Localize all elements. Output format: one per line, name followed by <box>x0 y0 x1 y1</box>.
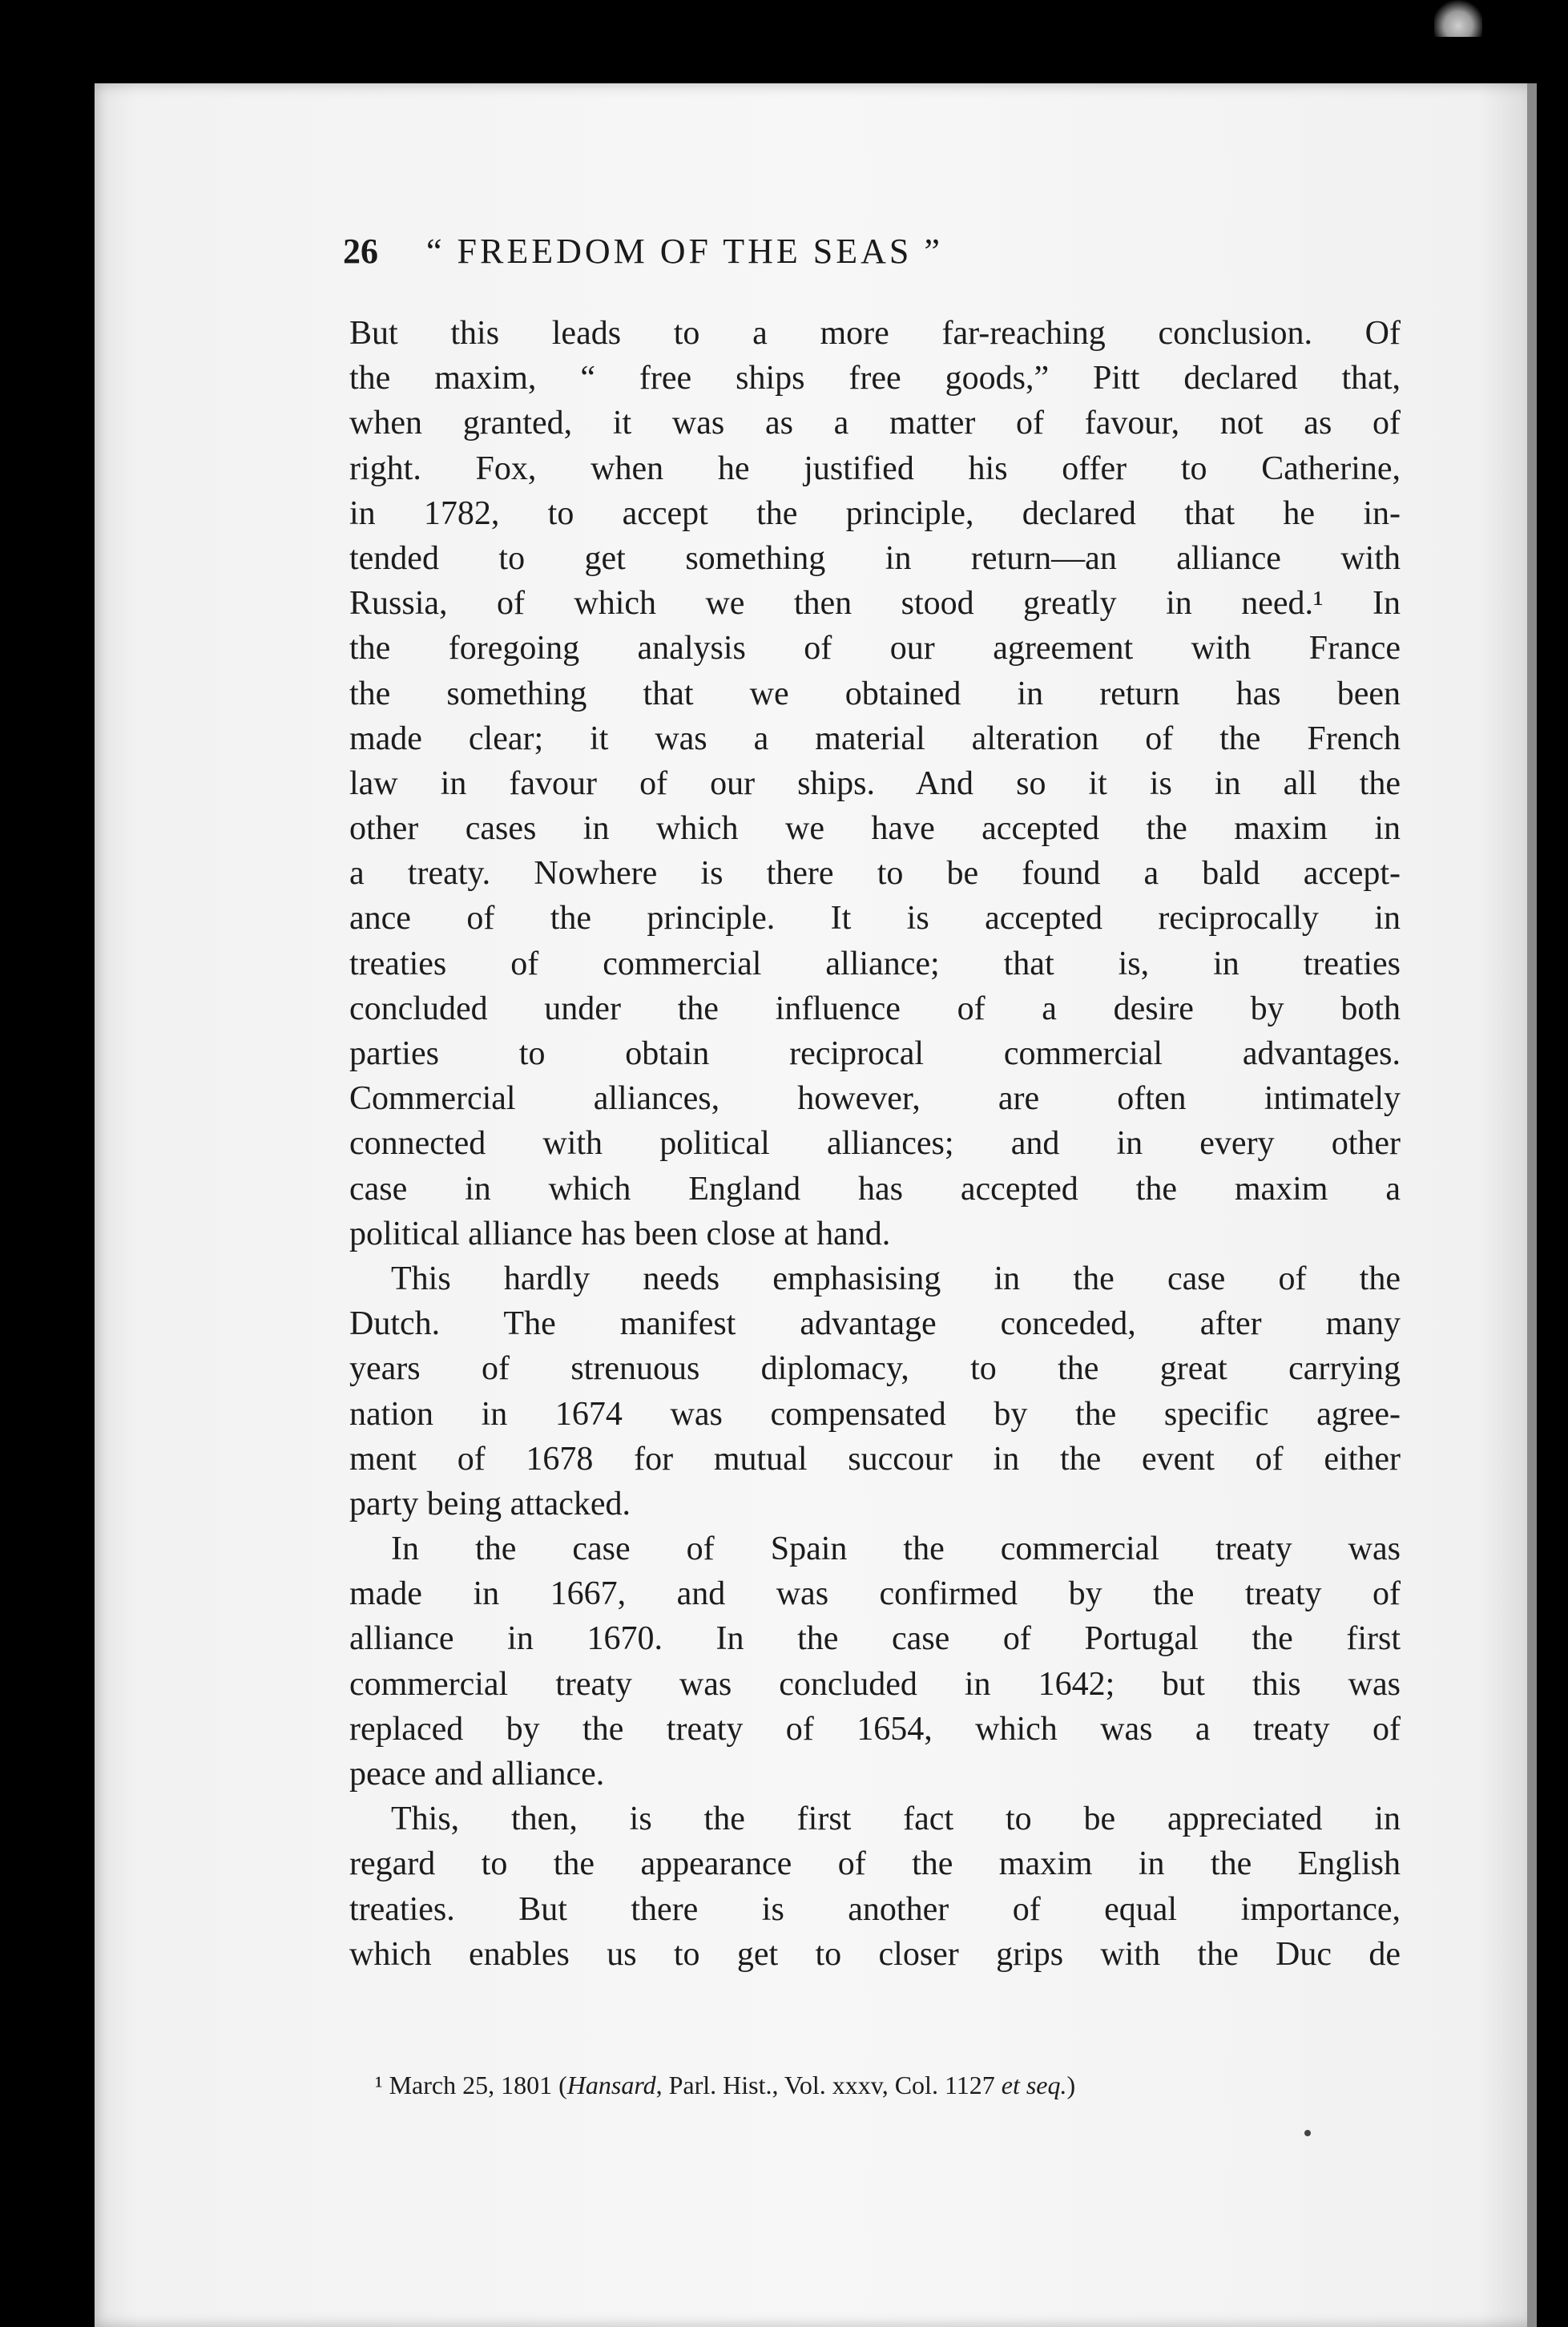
text-line: treaties of commercial alliance; that is, in treaties <box>349 945 1401 982</box>
text-line: law in favour of our ships. And so it is in all the <box>349 764 1401 802</box>
text-line: party being attacked. <box>349 1485 631 1522</box>
text-line: the foregoing analysis of our agreement with France <box>349 630 1401 667</box>
text-line: in 1782, to accept the principle, declared that he in- <box>349 494 1401 532</box>
text-line: nation in 1674 was compensated by the specific agree- <box>349 1395 1401 1433</box>
text-line: the maxim, “ free ships free goods,” Pitt declared that, <box>349 360 1401 397</box>
body-text <box>349 311 1401 1977</box>
text-line: treaties. But there is another of equal importance, <box>349 1890 1401 1928</box>
text-line: Dutch. The manifest advantage conceded, after many <box>349 1305 1401 1343</box>
running-title: “ FREEDOM OF THE SEAS ” <box>426 232 943 271</box>
footnote-italic-et-seq: et seq. <box>1001 2071 1067 2099</box>
text-line: the something that we obtained in return has been <box>349 675 1401 712</box>
scan-corner-mark <box>1434 0 1482 37</box>
page-number: 26 <box>343 232 378 271</box>
text-line: which enables us to get to closer grips with the Duc de <box>349 1935 1401 1973</box>
page-header <box>343 231 1417 279</box>
text-line: tended to get something in return—an alliance with <box>349 539 1401 577</box>
footnote-text-middle: , Parl. Hist., Vol. xxxv, Col. 1127 <box>655 2071 1002 2099</box>
text-line: In the case of Spain the commercial treaty was <box>391 1530 1401 1568</box>
text-line: regard to the appearance of the maxim in the English <box>349 1845 1401 1883</box>
footnote-italic-source: Hansard <box>566 2071 656 2099</box>
text-line: ment of 1678 for mutual succour in the event of either <box>349 1440 1401 1478</box>
text-line: when granted, it was as a matter of favour, not as of <box>349 405 1401 442</box>
text-line: ance of the principle. It is accepted reciprocally in <box>349 900 1401 938</box>
text-line: Commercial alliances, however, are often intimately <box>349 1080 1401 1118</box>
text-line: Russia, of which we then stood greatly in need.¹ In <box>349 585 1401 623</box>
text-line: years of strenuous diplomacy, to the great carrying <box>349 1350 1401 1388</box>
text-line: case in which England has accepted the maxim a <box>349 1170 1401 1208</box>
text-line: other cases in which we have accepted the maxim in <box>349 810 1401 848</box>
text-line: parties to obtain reciprocal commercial advantages. <box>349 1035 1401 1072</box>
text-line: replaced by the treaty of 1654, which was a treaty of <box>349 1710 1401 1748</box>
text-line: peace and alliance. <box>349 1756 605 1793</box>
text-line: political alliance has been close at hand. <box>349 1215 891 1252</box>
text-line: right. Fox, when he justified his offer to Catherine, <box>349 450 1401 487</box>
text-line: alliance in 1670. In the case of Portugal the first <box>349 1620 1401 1658</box>
text-line: a treaty. Nowhere is there to be found a bald accept- <box>349 855 1401 893</box>
footnote-marker: ¹ <box>375 2071 383 2099</box>
text-line: connected with political alliances; and in every other <box>349 1125 1401 1163</box>
scan-speck <box>1304 2130 1311 2136</box>
text-line: commercial treaty was concluded in 1642; but this was <box>349 1665 1401 1703</box>
page-edge <box>1527 83 1537 2327</box>
text-line: made clear; it was a material alteration of the French <box>349 720 1401 757</box>
footnote-text-end: ) <box>1066 2071 1076 2099</box>
text-line: concluded under the influence of a desire by both <box>349 990 1401 1027</box>
footnote <box>375 2071 1409 2100</box>
text-line: This, then, is the first fact to be appreciated in <box>391 1801 1401 1838</box>
text-line: made in 1667, and was confirmed by the treaty of <box>349 1575 1401 1613</box>
text-line: But this leads to a more far-reaching conclusion. Of <box>349 315 1401 352</box>
footnote-text-start: March 25, 1801 ( <box>382 2071 567 2099</box>
text-line: This hardly needs emphasising in the case of the <box>391 1260 1401 1297</box>
